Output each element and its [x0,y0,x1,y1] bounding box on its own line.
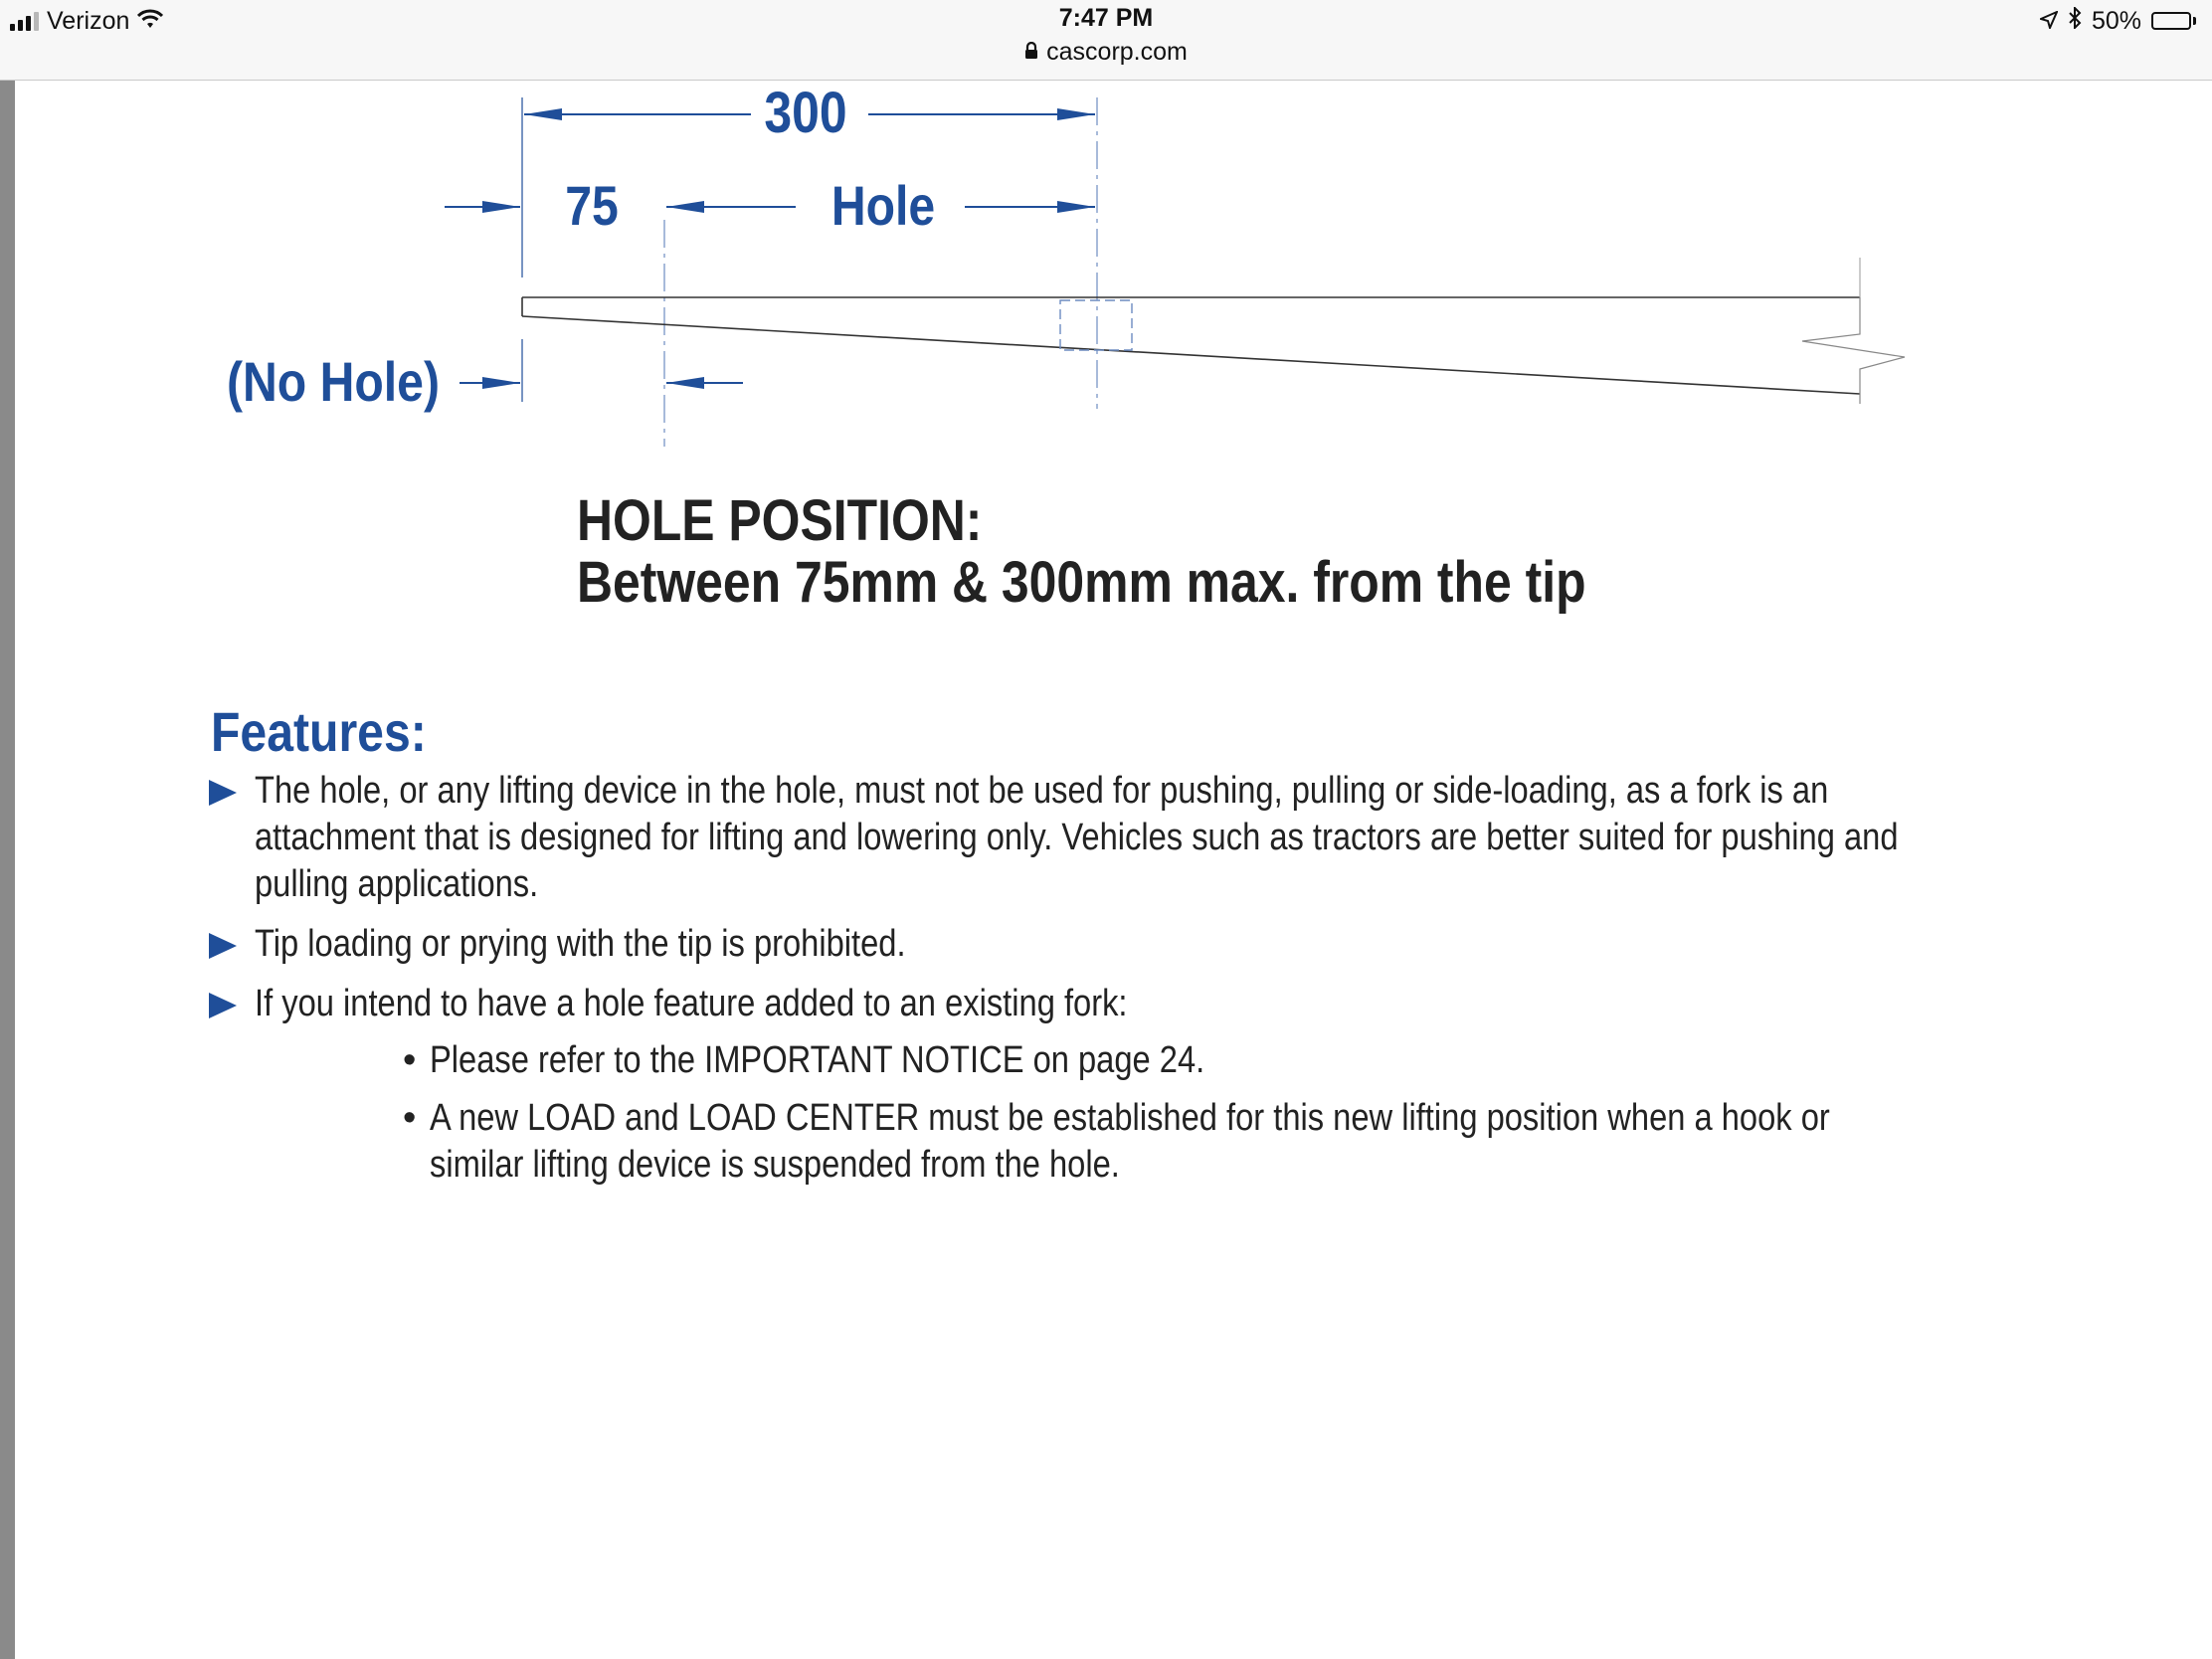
sub-list [255,1037,1999,1189]
sub-item-text: A new LOAD and LOAD CENTER must be established for this new lifting position when a hook or similar lifting device is suspended from the hole. [430,1097,1830,1186]
fork-hole-diagram [15,81,2212,459]
arrowhead-nohole-right [666,377,704,389]
dimension-label-no-hole: (No Hole) [227,351,440,414]
sub-item-text: Please refer to the IMPORTANT NOTICE on page 24. [430,1039,1205,1081]
list-item [209,768,1999,908]
fork-break-symbol [1802,297,1905,404]
battery-icon [2151,12,2196,30]
dimension-label-75: 75 [565,175,619,238]
dimension-label-hole: Hole [830,175,936,238]
bluetooth-icon [2068,7,2082,36]
arrowhead-nohole-left [482,377,520,389]
url-display[interactable] [0,38,2212,67]
dimension-label-300: 300 [764,81,847,145]
hole-position-heading [577,490,1586,614]
status-bar [0,0,2212,81]
features-list [209,768,1999,1201]
arrowhead-300-left [524,108,562,120]
carrier-label: Verizon [47,6,130,35]
lock-icon [1024,38,1038,67]
sub-list-item [403,1095,1999,1189]
status-right [2040,4,2196,38]
triangle-bullet-icon [209,780,237,806]
arrowhead-hole-left [666,201,704,213]
triangle-bullet-icon [209,933,237,959]
list-item [209,921,1999,968]
feature-text: If you intend to have a hole feature added to an existing fork: [255,983,1128,1024]
feature-text: Tip loading or prying with the tip is prohibited. [255,923,906,965]
bullet-dot-icon: • [403,1039,417,1081]
arrowhead-300-right [1057,108,1095,120]
arrowhead-hole-right [1057,201,1095,213]
triangle-bullet-icon [209,993,237,1018]
arrowhead-75-left [482,201,520,213]
features-heading: Features: [211,700,427,763]
document-page [15,81,2212,1659]
location-icon [2040,7,2058,36]
hole-position-title: HOLE POSITION: [577,488,983,553]
battery-percent: 50% [2091,6,2141,35]
feature-text: The hole, or any lifting device in the hole, must not be used for pushing, pulling or side-loading, as a fork is an attachment that is designed for lifting and lowering only. Vehicles such as tractors are better suited for pushing and pulling applications. [255,770,1899,905]
bullet-dot-icon: • [403,1097,417,1139]
hole-position-subtitle: Between 75mm & 300mm max. from the tip [577,550,1586,615]
list-item [209,981,1999,1189]
clock: 7:47 PM [1058,4,1154,32]
url-text: cascorp.com [1046,38,1188,66]
sub-list-item [403,1037,1999,1084]
hole-outline [1060,300,1132,350]
